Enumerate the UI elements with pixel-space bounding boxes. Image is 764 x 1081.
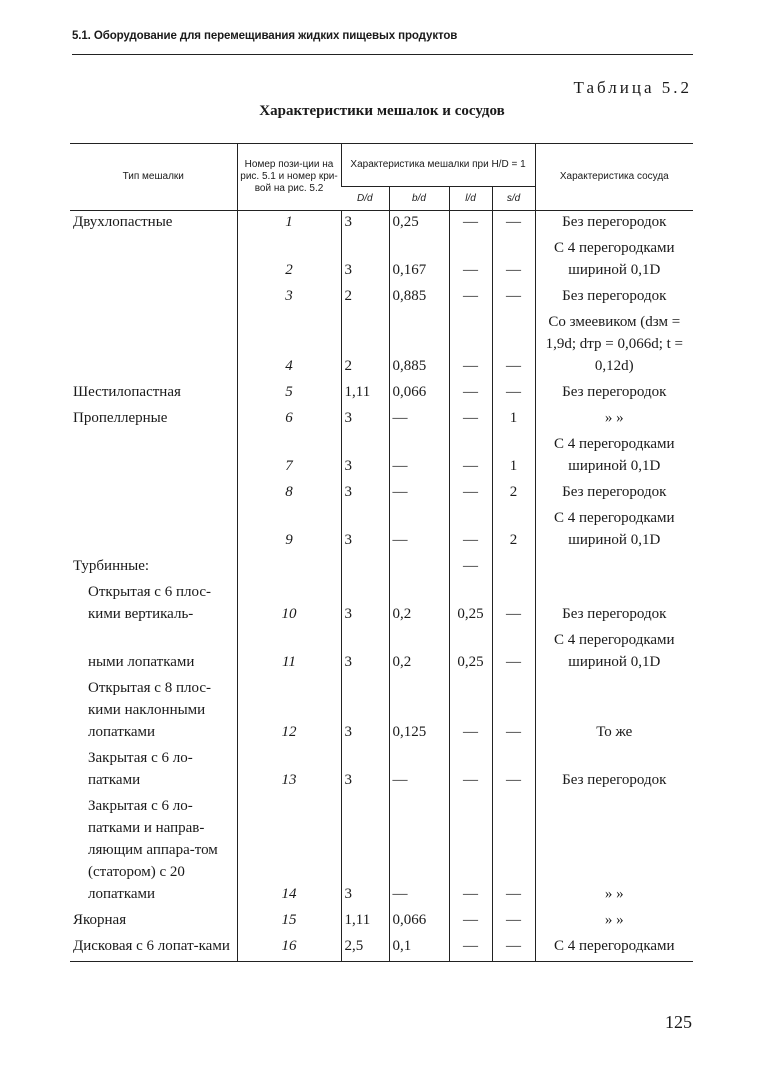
cell-vessel: С 4 перегородками [535, 935, 693, 962]
cell-position: 12 [237, 677, 341, 747]
cell-l: — [449, 407, 492, 433]
cell-s: — [492, 311, 535, 381]
cell-b: 0,25 [389, 211, 449, 238]
cell-s: — [492, 237, 535, 285]
header-divider [72, 54, 693, 55]
table-number: Таблица 5.2 [573, 78, 692, 97]
cell-D [341, 555, 389, 581]
cell-type: Закрытая с 6 ло-патками [88, 750, 193, 788]
cell-l: — [449, 507, 492, 555]
cell-b: — [389, 747, 449, 795]
cell-position: 11 [237, 629, 341, 677]
cell-D: 1,11 [341, 909, 389, 935]
cell-l: — [449, 677, 492, 747]
cell-s: — [492, 285, 535, 311]
cell-position: 4 [237, 311, 341, 381]
cell-b: 0,885 [389, 285, 449, 311]
cell-D: 2 [341, 285, 389, 311]
cell-l: — [449, 935, 492, 962]
cell-D: 1,11 [341, 381, 389, 407]
cell-type: Пропеллерные [73, 410, 168, 426]
cell-vessel: Без перегородок [535, 211, 693, 238]
cell-type [70, 311, 237, 381]
cell-position: 8 [237, 481, 341, 507]
cell-s: 1 [492, 407, 535, 433]
cell-l: 0,25 [449, 629, 492, 677]
table-row [70, 285, 693, 311]
cell-vessel: То же [535, 677, 693, 747]
cell-position: 16 [237, 935, 341, 962]
cell-vessel: С 4 перегородками шириной 0,1D [535, 237, 693, 285]
cell-l: — [449, 285, 492, 311]
table-row [70, 629, 693, 677]
cell-b: — [389, 795, 449, 909]
cell-D: 3 [341, 481, 389, 507]
header-l: l/d [449, 187, 492, 211]
header-position: Номер пози-ции на рис. 5.1 и номер кри-вой на рис. 5.2 [237, 144, 341, 211]
cell-b: 0,885 [389, 311, 449, 381]
cell-vessel: С 4 перегородками шириной 0,1D [535, 629, 693, 677]
cell-vessel: Без перегородок [535, 381, 693, 407]
cell-s: — [492, 629, 535, 677]
cell-l: — [449, 747, 492, 795]
cell-vessel: Со змеевиком (dзм = 1,9d; dтр = 0,066d; t = 0,12d) [535, 311, 693, 381]
cell-position: 15 [237, 909, 341, 935]
cell-s: — [492, 795, 535, 909]
table-row [70, 311, 693, 381]
table-title: Характеристики мешалок и сосудов [259, 103, 505, 119]
table-row [70, 381, 693, 407]
cell-type [70, 507, 237, 555]
cell-l: 0,25 [449, 581, 492, 629]
cell-position: 3 [237, 285, 341, 311]
cell-s: 2 [492, 507, 535, 555]
table-row [70, 795, 693, 909]
table-row [70, 935, 693, 962]
cell-D: 3 [341, 507, 389, 555]
cell-D: 2 [341, 311, 389, 381]
header-type: Тип мешалки [70, 144, 237, 211]
table-row [70, 433, 693, 481]
cell-b: 0,167 [389, 237, 449, 285]
cell-D: 3 [341, 433, 389, 481]
table-row [70, 581, 693, 629]
cell-position [237, 555, 341, 581]
cell-type [70, 285, 237, 311]
cell-type: Дисковая с 6 лопат-ками [70, 935, 237, 962]
cell-l: — [449, 909, 492, 935]
table-row [70, 507, 693, 555]
cell-type: Якорная [73, 912, 127, 928]
cell-s: 2 [492, 481, 535, 507]
cell-s [492, 555, 535, 581]
cell-vessel: С 4 перегородками шириной 0,1D [535, 507, 693, 555]
cell-b: 0,125 [389, 677, 449, 747]
cell-position: 7 [237, 433, 341, 481]
cell-s: — [492, 381, 535, 407]
cell-type: Турбинные: [73, 558, 150, 574]
cell-type: Двухлопастные [73, 214, 173, 230]
cell-vessel [535, 555, 693, 581]
mixers-table [70, 143, 693, 962]
cell-l: — [449, 381, 492, 407]
cell-D: 2,5 [341, 935, 389, 962]
running-head: 5.1. Оборудование для перемещивания жидких пищевых продуктов [72, 30, 458, 42]
cell-b [389, 555, 449, 581]
cell-vessel: Без перегородок [535, 747, 693, 795]
cell-D: 3 [341, 747, 389, 795]
cell-D: 3 [341, 211, 389, 238]
table-row [70, 481, 693, 507]
cell-b: — [389, 407, 449, 433]
cell-l: — [449, 433, 492, 481]
cell-position: 14 [237, 795, 341, 909]
cell-D: 3 [341, 581, 389, 629]
cell-b: — [389, 433, 449, 481]
cell-s: — [492, 747, 535, 795]
cell-position: 1 [237, 211, 341, 238]
cell-type: Открытая с 6 плос-кими вертикаль- [88, 584, 211, 622]
header-s: s/d [492, 187, 535, 211]
table-row [70, 211, 693, 238]
page-number: 125 [665, 1012, 692, 1032]
cell-D: 3 [341, 677, 389, 747]
cell-type: Шестилопастная [73, 384, 181, 400]
cell-s: — [492, 677, 535, 747]
cell-D: 3 [341, 407, 389, 433]
header-D: D/d [341, 187, 389, 211]
header-mixer-characteristics: Характеристика мешалки при H/D = 1 [341, 144, 535, 187]
cell-type: Открытая с 8 плос-кими наклонными лопатками [88, 680, 211, 740]
cell-type [70, 433, 237, 481]
cell-l: — [449, 795, 492, 909]
cell-l: — [449, 311, 492, 381]
table-row [70, 555, 693, 581]
cell-s: 1 [492, 433, 535, 481]
table-row [70, 677, 693, 747]
cell-vessel: С 4 перегородками шириной 0,1D [535, 433, 693, 481]
cell-b: 0,1 [389, 935, 449, 962]
cell-position: 9 [237, 507, 341, 555]
cell-b: — [389, 481, 449, 507]
cell-b: — [389, 507, 449, 555]
cell-position: 6 [237, 407, 341, 433]
cell-l: — [449, 237, 492, 285]
cell-position: 5 [237, 381, 341, 407]
table-row [70, 407, 693, 433]
cell-type [70, 481, 237, 507]
header-vessel: Характеристика сосуда [535, 144, 693, 211]
cell-l: — [449, 555, 492, 581]
cell-s: — [492, 935, 535, 962]
cell-D: 3 [341, 629, 389, 677]
cell-type: Закрытая с 6 ло-патками и направ-ляющим аппара-том (статором) с 20 лопатками [88, 798, 218, 902]
cell-b: 0,2 [389, 581, 449, 629]
cell-vessel: » » [535, 909, 693, 935]
cell-b: 0,066 [389, 909, 449, 935]
cell-b: 0,2 [389, 629, 449, 677]
cell-l: — [449, 211, 492, 238]
cell-D: 3 [341, 795, 389, 909]
cell-s: — [492, 581, 535, 629]
table-row [70, 909, 693, 935]
cell-type: ными лопатками [88, 654, 195, 670]
table-row [70, 747, 693, 795]
cell-s: — [492, 909, 535, 935]
table-row [70, 237, 693, 285]
cell-vessel: Без перегородок [535, 581, 693, 629]
cell-l: — [449, 481, 492, 507]
cell-vessel: Без перегородок [535, 285, 693, 311]
cell-vessel: Без перегородок [535, 481, 693, 507]
cell-type [70, 237, 237, 285]
cell-position: 13 [237, 747, 341, 795]
cell-position: 2 [237, 237, 341, 285]
cell-vessel: » » [535, 795, 693, 909]
cell-position: 10 [237, 581, 341, 629]
cell-b: 0,066 [389, 381, 449, 407]
cell-D: 3 [341, 237, 389, 285]
cell-s: — [492, 211, 535, 238]
header-b: b/d [389, 187, 449, 211]
cell-vessel: » » [535, 407, 693, 433]
